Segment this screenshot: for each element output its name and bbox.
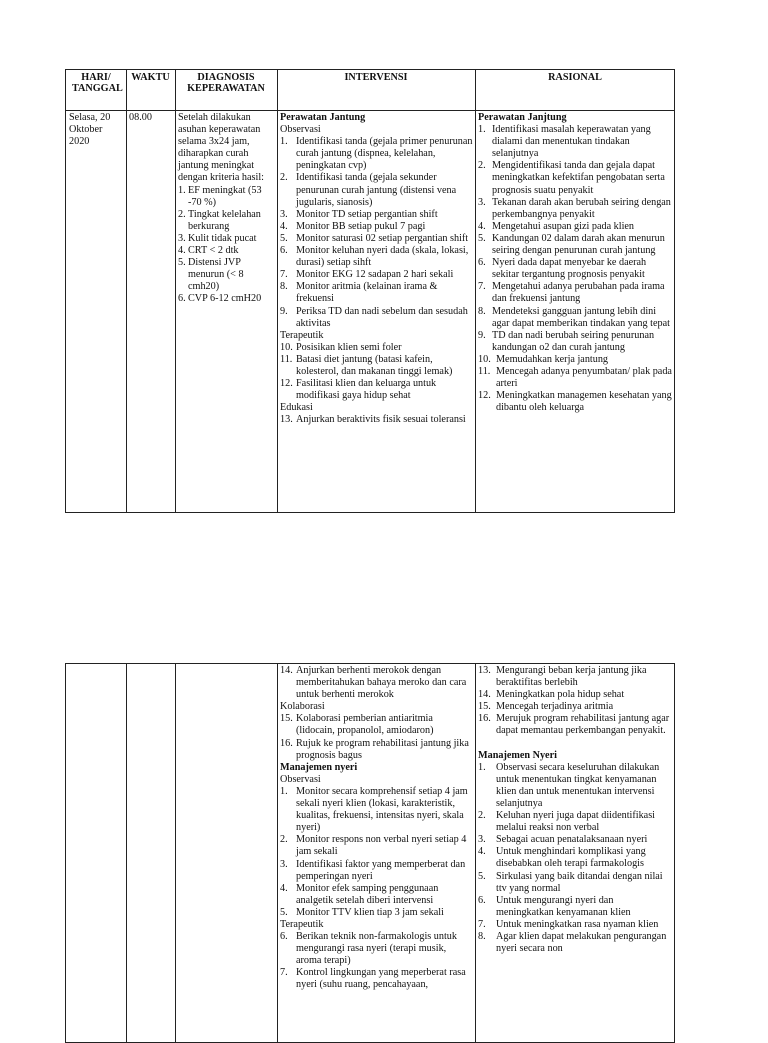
list-item: 6. Nyeri dada dapat menyebar ke daerah sekitar tergantung prognosis penyakit xyxy=(478,257,647,281)
list-item: 5. Distensi JVP menurun (< 8 cmh20) xyxy=(178,257,244,293)
intervention-list xyxy=(280,713,473,761)
date-text: Selasa, 20 Oktober 2020 xyxy=(69,112,111,148)
subsection-label: Edukasi xyxy=(280,402,313,414)
list-item: 1. EF meningkat (53 -70 %) xyxy=(178,184,262,208)
list-item: 2. Mengidentifikasi tanda dan gejala dapat meningkatkan kefektifan pengobatan serta prognosis suatu penyakit xyxy=(478,160,665,196)
list-item: 8. Mendeteksi gangguan jantung lebih dini agar dapat memberikan tindakan yang tepat xyxy=(478,305,670,329)
intervention-list xyxy=(280,931,473,991)
list-item: 2. Tingkat kelelahan berkurang xyxy=(178,208,261,232)
list-item: 4. CRT < 2 dtk xyxy=(178,245,239,257)
cell-waktu xyxy=(126,111,175,512)
subsection-label: Terapeutik xyxy=(280,329,324,341)
cell-diagnosis xyxy=(175,111,277,512)
list-item: 16. Rujuk ke program rehabilitasi jantung jika prognosis bagus xyxy=(280,737,469,761)
list-item: 10. Posisikan klien semi foler xyxy=(280,341,402,353)
list-item: 1. Identifikasi tanda (gejala primer penurunan curah jantung (dispnea, kelelahan, peningkatan cvp) xyxy=(280,136,473,172)
rationale-list xyxy=(478,762,673,956)
header-hari-tanggal: HARI/ TANGGAL xyxy=(72,72,123,94)
intervention-list xyxy=(280,342,473,402)
diagnosis-intro: Setelah dilakukan asuhan keperawatan selama 3x24 jam, diharapkan curah jantung meningkat dengan kriteria hasil: xyxy=(178,112,264,184)
list-item: 5. Monitor saturasi 02 setiap pergantian shift xyxy=(280,232,469,244)
care-plan-table-2 xyxy=(65,663,675,1043)
intervention-list xyxy=(280,414,473,426)
list-item: 12. Meningkatkan managemen kesehatan yang dibantu oleh keluarga xyxy=(478,390,672,414)
list-item: 3. Sebagai acuan penatalaksanaan nyeri xyxy=(478,834,648,846)
list-item: 11. Batasi diet jantung (batasi kafein, kolesterol, dan makanan tinggi lemak) xyxy=(280,353,453,377)
list-item: 7. Monitor EKG 12 sadapan 2 hari sekali xyxy=(280,269,454,281)
header-waktu: WAKTU xyxy=(131,72,170,83)
subsection-label: Terapeutik xyxy=(280,918,324,930)
list-item: 4. Monitor BB setiap pukul 7 pagi xyxy=(280,220,426,232)
list-item: 4. Untuk menghindari komplikasi yang disebabkan oleh terapi farmakologis xyxy=(478,846,646,870)
list-item: 5. Sirkulasi yang baik ditandai dengan nilai ttv yang normal xyxy=(478,870,663,894)
list-item: 1. Monitor secara komprehensif setiap 4 jam sekali nyeri klien (lokasi, karakteristik, kualitas, frekuensi, intensitas nyeri, skala nyeri) xyxy=(280,785,468,834)
list-item: 7. Untuk meningkatkan rasa nyaman klien xyxy=(478,918,659,930)
list-item: 12. Fasilitasi klien dan keluarga untuk modifikasi gaya hidup sehat xyxy=(280,378,437,402)
list-item: 1. Identifikasi masalah keperawatan yang dialami dan menentukan tindakan selanjutnya xyxy=(478,124,651,160)
rationale-list xyxy=(478,354,673,414)
list-item: 9. Periksa TD dan nadi sebelum dan sesudah aktivitas xyxy=(280,305,468,329)
subsection-label: Kolaborasi xyxy=(280,701,325,713)
time-text: 08.00 xyxy=(129,112,152,123)
section-title: Perawatan Janjtung xyxy=(478,112,567,123)
care-plan-table-1 xyxy=(65,69,675,513)
list-item: 7. Kontrol lingkungan yang meperberat rasa nyeri (suhu ruang, pencahayaan, xyxy=(280,967,466,991)
column-divider xyxy=(175,664,176,1042)
list-item: 5. Kandungan 02 dalam darah akan menurun seiring dengan penurunan curah jantung xyxy=(478,232,665,257)
list-item: 10. Memudahkan kerja jantung xyxy=(478,353,609,365)
list-item: 15. Mencegah terjadinya aritmia xyxy=(478,701,614,713)
section-title: Manajemen nyeri xyxy=(280,761,358,773)
list-item: 2. Identifikasi tanda (gejala sekunder penurunan curah jantung (distensi vena jugularis, sianosis) xyxy=(280,172,457,208)
header-diagnosis: DIAGNOSIS KEPERAWATAN xyxy=(187,72,265,94)
list-item: 13. Anjurkan beraktivits fisik sesuai toleransi xyxy=(280,414,466,426)
list-item: 14. Meningkatkan pola hidup sehat xyxy=(478,689,625,701)
list-item: 8. Agar klien dapat melakukan pengurangan nyeri secara non xyxy=(478,930,667,955)
header-intervensi: INTERVENSI xyxy=(344,72,408,83)
cell-hari xyxy=(66,111,126,512)
rationale-list xyxy=(478,665,673,738)
intervention-list xyxy=(280,136,473,330)
list-item: 14. Anjurkan berhenti merokok dengan memberitahukan bahaya meroko dan cara untuk berhenti merokok xyxy=(280,665,467,701)
list-item: 6. Untuk mengurangi nyeri dan meningkatkan kenyamanan klien xyxy=(478,894,631,918)
header-rasional: RASIONAL xyxy=(548,72,602,83)
cell-intervensi-continued xyxy=(277,664,475,1042)
cell-intervensi xyxy=(277,111,475,512)
list-item: 15. Kolaborasi pemberian antiaritmia (lidocain, propanolol, amiodaron) xyxy=(280,713,434,737)
list-item: 7. Mengetahui adanya perubahan pada irama dan frekuensi jantung xyxy=(478,281,665,305)
list-item: 16. Merujuk program rehabilitasi jantung agar dapat memantau perkembangan penyakit. xyxy=(478,713,670,737)
list-item: 8. Monitor aritmia (kelainan irama & frekuensi xyxy=(280,281,438,305)
list-item: 4. Mengetahui asupan gizi pada klien xyxy=(478,220,635,232)
list-item: 4. Monitor efek samping penggunaan analgetik setelah diberi intervensi xyxy=(280,882,439,906)
intervention-list xyxy=(280,786,473,919)
list-item: 6. Monitor keluhan nyeri dada (skala, lokasi, durasi) setiap sihft xyxy=(280,245,469,269)
list-item: 3. Identifikasi faktor yang memperberat dan pemperingan nyeri xyxy=(280,858,466,882)
list-item: 11. Mencegah adanya penyumbatan/ plak pada arteri xyxy=(478,365,672,390)
subsection-label: Observasi xyxy=(280,773,321,785)
list-item: 3. Monitor TD setiap pergantian shift xyxy=(280,208,438,220)
list-item: 13. Mengurangi beban kerja jantung jika beraktifitas berlebih xyxy=(478,665,647,689)
section-title: Perawatan Jantung xyxy=(280,112,366,123)
list-item: 3. Kulit tidak pucat xyxy=(178,232,257,244)
list-item: 1. Observasi secara keseluruhan dilakukan untuk menentukan tingkat kenyamanan klien dan untuk menentukan intervensi selanjutnya xyxy=(478,761,660,809)
cell-rasional xyxy=(475,111,675,512)
list-item: 6. Berikan teknik non-farmakologis untuk mengurangi rasa nyeri (terapi musik, aroma terapi) xyxy=(280,931,457,967)
intervention-list xyxy=(280,665,473,701)
section-title: Manajemen Nyeri xyxy=(478,749,557,761)
list-item: 5. Monitor TTV klien tiap 3 jam sekali xyxy=(280,906,444,918)
rationale-list xyxy=(478,124,673,354)
criteria-list xyxy=(178,185,273,306)
subsection-label: Observasi xyxy=(280,124,321,136)
list-item: 2. Monitor respons non verbal nyeri setiap 4 jam sekali xyxy=(280,834,467,858)
column-divider xyxy=(126,664,127,1042)
cell-rasional-continued xyxy=(475,664,675,1042)
list-item: 9. TD dan nadi berubah seiring penurunan kandungan o2 dan curah jantung xyxy=(478,329,655,353)
list-item: 6. CVP 6-12 cmH20 xyxy=(178,293,262,305)
list-item: 2. Keluhan nyeri juga dapat diidentifikasi melalui reaksi non verbal xyxy=(478,810,655,834)
list-item: 3. Tekanan darah akan berubah seiring dengan perkembangnya penyakit xyxy=(478,196,671,220)
